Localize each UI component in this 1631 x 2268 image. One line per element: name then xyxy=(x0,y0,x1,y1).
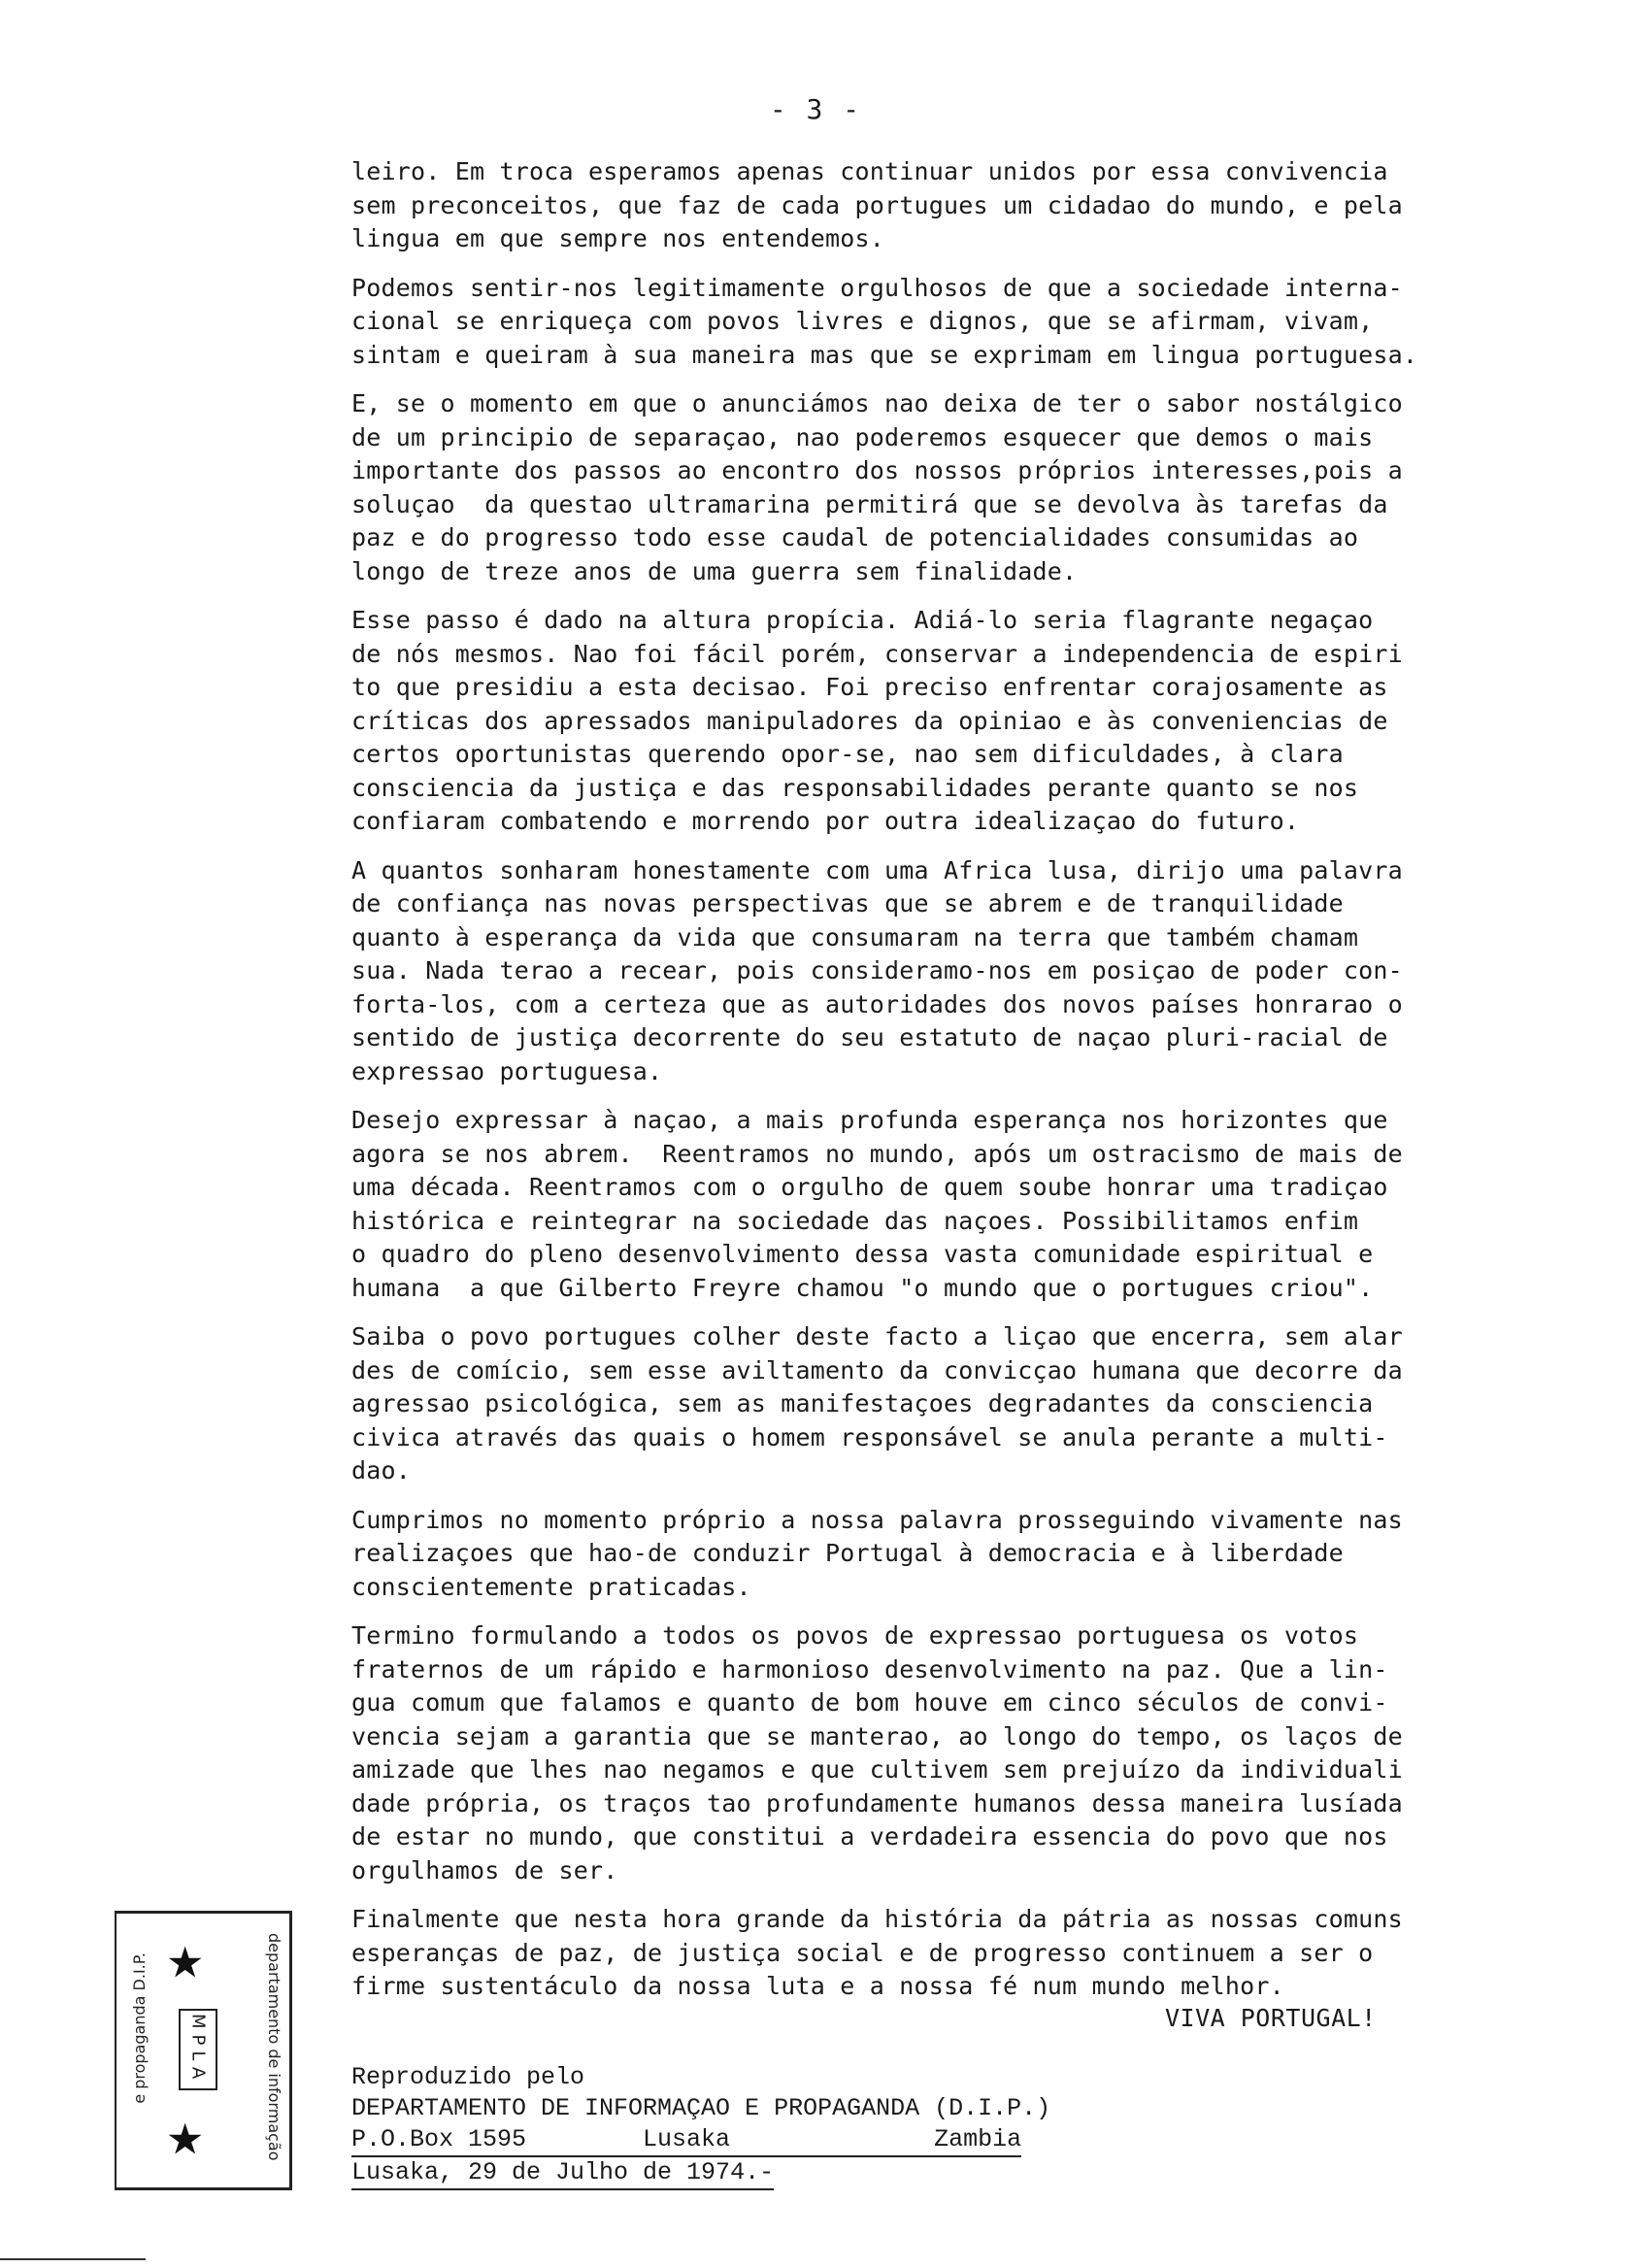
mpla-stamp xyxy=(115,1911,292,2190)
stamp-left-text: e propaganda D.I.P. xyxy=(130,1952,149,2104)
footer-date: Lusaka, 29 de Julho de 1974.- xyxy=(351,2157,774,2190)
footer-reproduced: Reproduzido pelo xyxy=(351,2063,585,2091)
paragraph: A quantos sonharam honestamente com uma Africa lusa, dirijo uma palavra de confiança nas novas perspectivas que se abrem e de tranquilidade quanto à esperança da vida que consumaram na terra que também chamam sua. Nada terao a recear, pois consideramo-nos em posiçao de poder con- forta-los, com a certeza que as autoridades dos novos países honrarao o sentido de justiça decorrente do seu estatuto de naçao pluri-racial de expressao portuguesa. xyxy=(351,855,1403,1085)
paragraph: Termino formulando a todos os povos de expressao portuguesa os votos fraternos de um rápido e harmonioso desenvolvimento na paz. Que a lin- gua comum que falamos e quanto de bom houve em cinco séculos de convi- vencia sejam a garantia que se manterao, ao longo do tempo, os laços de amizade que lhes nao negamos e que cultivem sem prejuízo da individuali dade própria, os traços tao profundamente humanos dessa maneira lusíada de estar no mundo, que constitui a verdadeira essencia do povo que nos orgulhamos de ser. xyxy=(351,1621,1403,1884)
star-icon: ★ xyxy=(167,1921,204,1992)
footer-department: DEPARTAMENTO DE INFORMAÇAO E PROPAGANDA (D.I.P.) xyxy=(351,2094,1051,2122)
paragraph: Podemos sentir-nos legitimamente orgulhosos de que a sociedade interna- cional se enriqueça com povos livres e dignos, que se afirmam, vivam, sintam e queiram à sua maneira mas que se exprimam em lingua portuguesa. xyxy=(351,273,1418,369)
paragraph: leiro. Em troca esperamos apenas continuar unidos por essa convivencia sem preconceitos, que faz de cada portugues um cidadao do mundo, e pela lingua em que sempre nos entendemos. xyxy=(351,157,1403,252)
stamp-right-text: departamento de informação xyxy=(265,1933,283,2161)
paragraph: Cumprimos no momento próprio a nossa palavra prosseguindo vivamente nas realizaçoes que hao-de conduzir Portugal à democracia e à liberdade conscientemente praticadas. xyxy=(351,1505,1403,1601)
stamp-mpla-text: MPLA xyxy=(187,2014,209,2085)
paragraph: Esse passo é dado na altura propícia. Adiá-lo seria flagrante negaçao de nós mesmos. Nao foi fácil porém, conservar a independencia de espiri to que presidiu a esta decisao. Foi preciso enfrentar corajosamente as críticas dos apressados manipuladores da opiniao e às conveniencias de certos oportunistas querendo opor-se, nao sem dificuldades, à clara consciencia da justiça e das responsabilidades perante quanto se nos confiaram combatendo e morrendo por outra idealizaçao do futuro. xyxy=(351,606,1403,835)
scan-artifact-line xyxy=(0,2258,146,2260)
paragraph: Finalmente que nesta hora grande da história da pátria as nossas comuns esperanças de paz, de justiça social e de progresso continuem a ser o firme sustentáculo da nossa luta e a nossa fé num mundo melhor. xyxy=(351,1905,1403,2000)
letter-body xyxy=(351,155,1516,2019)
page-number: - 3 - xyxy=(769,93,862,125)
star-icon: ★ xyxy=(167,2098,204,2169)
paragraph: Saiba o povo portugues colher deste facto a liçao que encerra, sem alar des de comício, sem esse aviltamento da convicçao humana que decorre da agressao psicológica, sem as manifestaçoes degradantes da consciencia civica através das quais o homem responsável se anula perante a multi- dao. xyxy=(351,1322,1403,1484)
footer-address xyxy=(351,2062,1050,2190)
paragraph: Desejo expressar à naçao, a mais profunda esperança nos horizontes que agora se nos abrem. Reentramos no mundo, após um ostracismo de mais de uma década. Reentramos com o orgulho de quem soube honrar uma tradiçao histórica e reintegrar na sociedade das naçoes. Possibilitamos enfim o quadro do pleno desenvolvimento dessa vasta comunidade espiritual e humana a que Gilberto Freyre chamou "o mundo que o portugues criou". xyxy=(351,1106,1403,1302)
footer-po-box: P.O.Box 1595 Lusaka Zambia xyxy=(351,2124,1021,2157)
stamp-mpla-box xyxy=(179,2009,217,2090)
paragraph: E, se o momento em que o anunciámos nao deixa de ter o sabor nostálgico de um principio de separaçao, nao poderemos esquecer que demos o mais importante dos passos ao encontro dos nossos próprios interesses,pois a soluçao da questao ultramarina permitirá que se devolva às tarefas da paz e do progresso todo esse caudal de potencialidades consumidas ao longo de treze anos de uma guerra sem finalidade. xyxy=(351,389,1403,585)
closing-salutation: VIVA PORTUGAL! xyxy=(1165,2004,1377,2032)
